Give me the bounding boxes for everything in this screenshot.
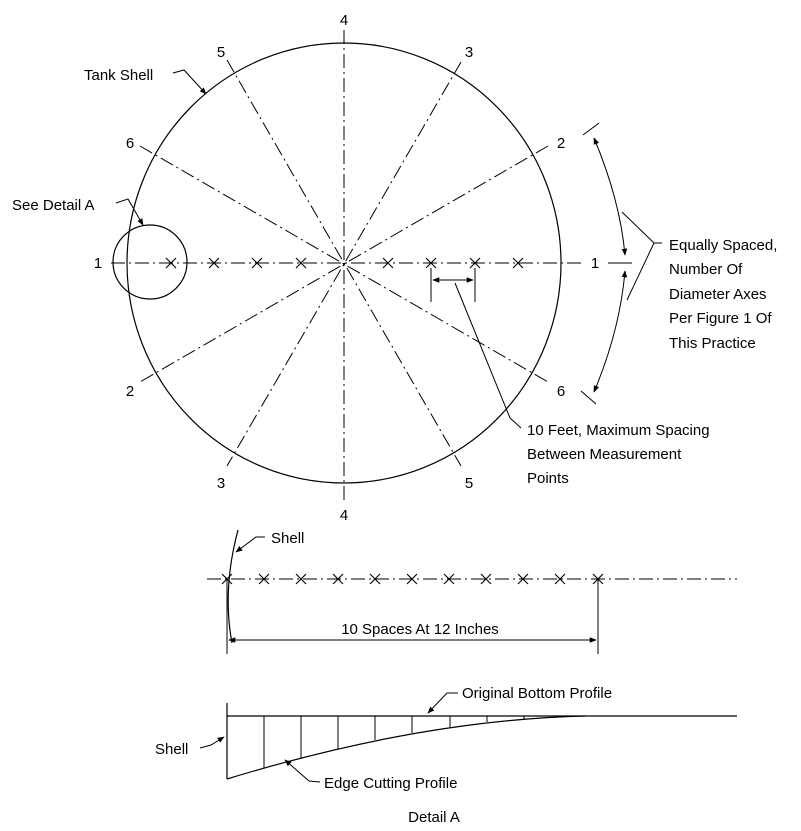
axis-label-6-upper: 6: [125, 135, 135, 152]
edge-cutting-label: Edge Cutting Profile: [324, 775, 458, 792]
spacing-note-line-2: Between Measurement: [527, 446, 682, 463]
axis-label-3-lower: 3: [216, 475, 226, 492]
see-detail-leader: [116, 199, 143, 225]
edge-cutting-curve: [227, 716, 585, 779]
axis-label-5-upper: 5: [216, 44, 226, 61]
axis-label-2-lower: 2: [125, 383, 135, 400]
original-profile-label: Original Bottom Profile: [462, 685, 613, 702]
axis-label-6-lower: 6: [556, 383, 566, 400]
axis-label-1-left: 1: [93, 255, 103, 272]
tank-shell-leader: [173, 70, 206, 94]
axis-label-2-upper: 2: [556, 135, 566, 152]
equally-spaced-line-4: Per Figure 1 Of: [669, 310, 772, 327]
equally-spaced-line-1: Equally Spaced,: [669, 237, 778, 254]
equally-spaced-line-2: Number Of: [669, 261, 743, 278]
profile-verticals: [264, 716, 524, 768]
axis-label-4-top: 4: [339, 12, 349, 29]
axis-label-4-bottom: 4: [339, 507, 349, 524]
detail-a-profile: [155, 685, 737, 826]
tank-shell-label: Tank Shell: [84, 67, 154, 84]
plan-shell-label: Shell: [271, 530, 305, 547]
spacing-note-line-1: 10 Feet, Maximum Spacing: [527, 422, 710, 439]
original-profile-leader: [428, 693, 458, 713]
plan-dimension-label: 10 Spaces At 12 Inches: [341, 621, 499, 638]
equally-spaced-line-5: This Practice: [669, 335, 756, 352]
detail-a-title: Detail A: [408, 809, 460, 826]
plan-shell-curve: [228, 530, 238, 643]
detail-a-plan: [207, 530, 737, 654]
axis-label-1-right: 1: [590, 255, 600, 272]
detail-a-circle: [113, 225, 187, 299]
spacing-note-line-3: Points: [527, 470, 569, 487]
spacing-dimension: [431, 268, 521, 428]
equally-spaced-line-3: Diameter Axes: [669, 286, 767, 303]
axis-label-3-upper: 3: [464, 44, 474, 61]
plan-shell-leader: [236, 537, 265, 552]
profile-shell-leader: [200, 737, 224, 748]
tank-top-view: [12, 12, 777, 524]
axis-label-5-lower: 5: [464, 475, 474, 492]
profile-shell-label: Shell: [155, 741, 189, 758]
edge-cutting-leader: [285, 760, 320, 782]
see-detail-label: See Detail A: [12, 197, 95, 214]
